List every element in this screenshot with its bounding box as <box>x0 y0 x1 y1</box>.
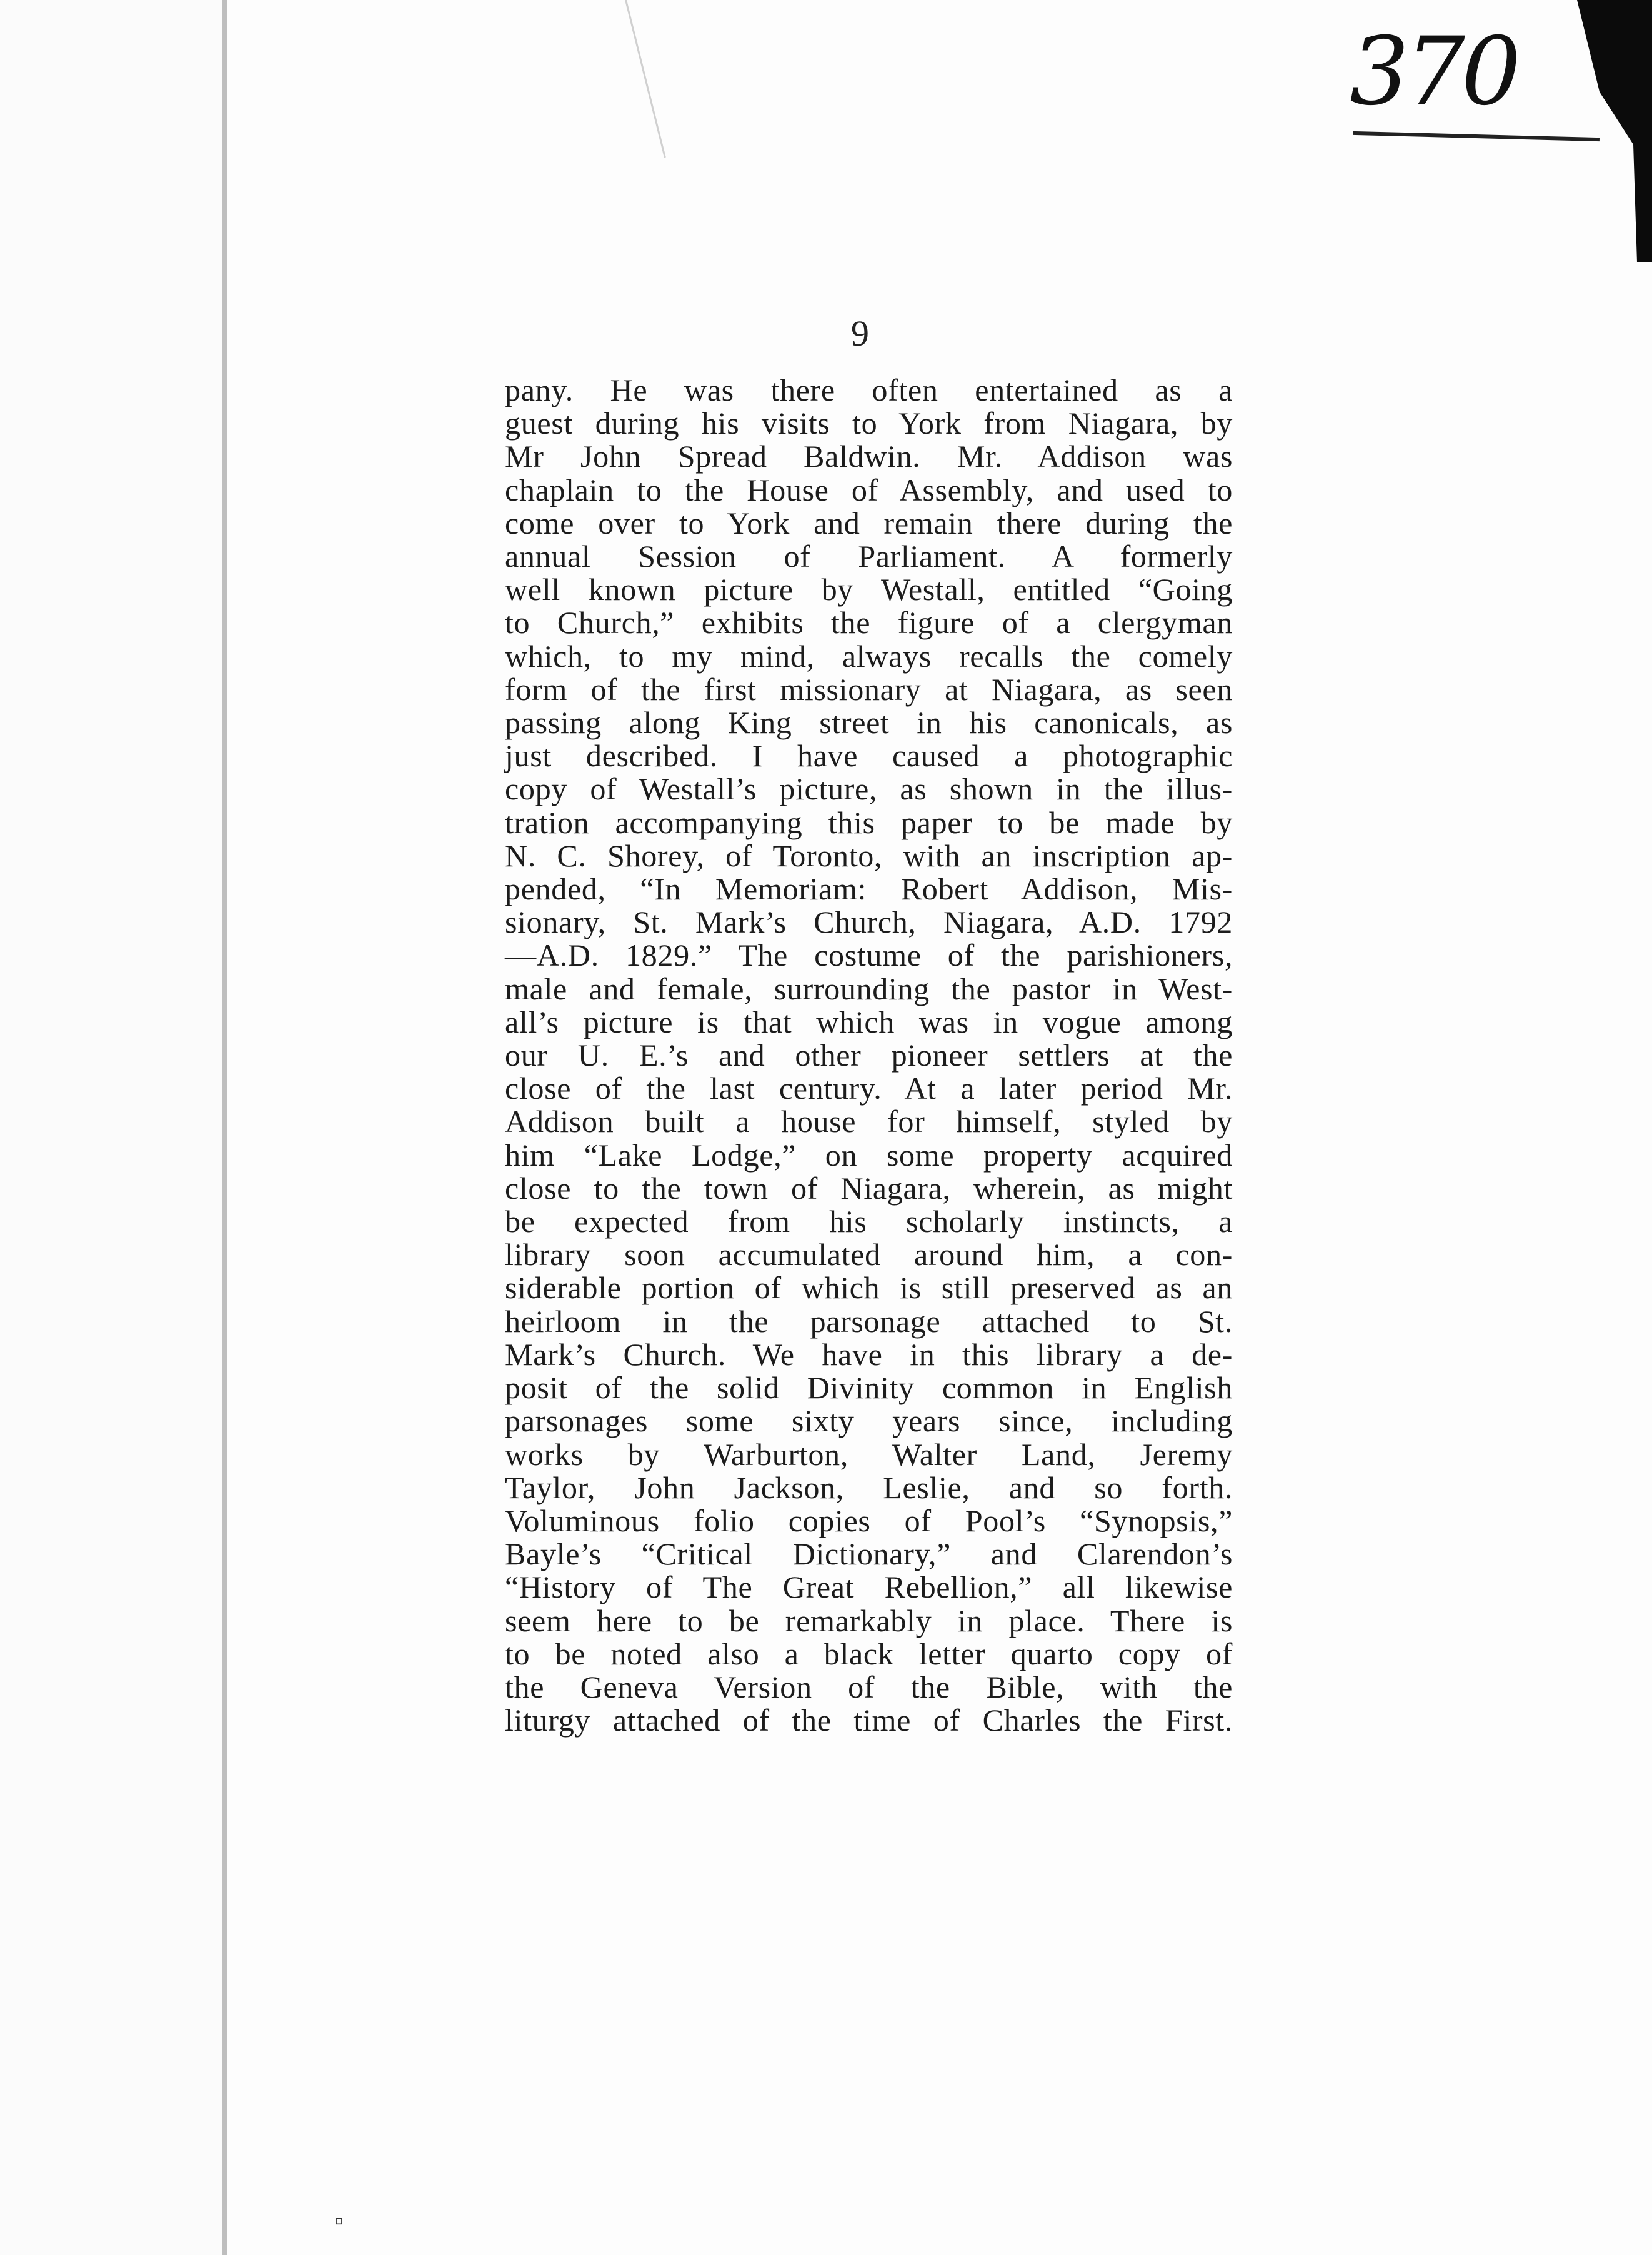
text-line: all’s picture is that which was in vogue among <box>505 1004 1233 1039</box>
text-line: our U. E.’s and other pioneer settlers at the <box>505 1038 1233 1073</box>
text-line: him “Lake Lodge,” on some property acquired <box>505 1137 1233 1172</box>
text-line: just described. I have caused a photographic <box>505 738 1233 774</box>
text-line: close to the town of Niagara, wherein, as might <box>505 1170 1233 1206</box>
text-line: come over to York and remain there during the <box>505 505 1233 541</box>
text-line: Voluminous folio copies of Pool’s “Synopsis,” <box>505 1502 1233 1538</box>
text-line: posit of the solid Divinity common in English <box>505 1370 1233 1406</box>
text-line: —A.D. 1829.” The costume of the parishioners, <box>505 938 1233 973</box>
scan-streak <box>625 0 666 158</box>
text-line: annual Session of Parliament. A formerly <box>505 539 1233 574</box>
bottom-scan-mark: ▫ <box>334 2207 344 2236</box>
text-line: siderable portion of which is still preserved as an <box>505 1270 1233 1306</box>
text-line: be expected from his scholarly instincts, a <box>505 1204 1233 1239</box>
text-line: Bayle’s “Critical Dictionary,” and Clarendon’s <box>505 1536 1233 1572</box>
text-line: liturgy attached of the time of Charles the First. <box>505 1702 1233 1738</box>
text-line: “History of The Great Rebellion,” all likewise <box>505 1569 1233 1605</box>
text-line: Mr John Spread Baldwin. Mr. Addison was <box>505 439 1233 474</box>
text-line: the Geneva Version of the Bible, with the <box>505 1669 1233 1704</box>
text-line: form of the first missionary at Niagara, as seen <box>505 671 1233 707</box>
left-margin-shade <box>0 0 222 2255</box>
text-line: close of the last century. At a later period Mr. <box>505 1071 1233 1106</box>
text-line: well known picture by Westall, entitled “Going <box>505 572 1233 608</box>
text-line: copy of Westall’s picture, as shown in the illus- <box>505 771 1233 807</box>
text-line: pended, “In Memoriam: Robert Addison, Mis- <box>505 871 1233 907</box>
stamp-underline <box>1353 131 1600 141</box>
text-line: Mark’s Church. We have in this library a de- <box>505 1336 1233 1372</box>
text-line: library soon accumulated around him, a con- <box>505 1237 1233 1272</box>
text-line: guest during his visits to York from Niagara, by <box>505 406 1233 441</box>
text-line: chaplain to the House of Assembly, and used to <box>505 472 1233 508</box>
text-line: seem here to be remarkably in place. There is <box>505 1602 1233 1638</box>
text-line: parsonages some sixty years since, including <box>505 1403 1233 1439</box>
text-line: Taylor, John Jackson, Leslie, and so forth. <box>505 1469 1233 1505</box>
body-text <box>505 374 1233 1737</box>
text-line: male and female, surrounding the pastor in West- <box>505 971 1233 1006</box>
scan-corner-shadow <box>1577 0 1652 262</box>
text-line: to be noted also a black letter quarto copy of <box>505 1636 1233 1671</box>
text-line: N. C. Shorey, of Toronto, with an inscription ap- <box>505 838 1233 873</box>
text-line: sionary, St. Mark’s Church, Niagara, A.D. 1792 <box>505 904 1233 940</box>
text-line: Addison built a house for himself, styled by <box>505 1104 1233 1139</box>
text-line: pany. He was there often entertained as a <box>505 372 1233 408</box>
archive-number-stamp: 370 <box>1350 18 1518 126</box>
text-line: tration accompanying this paper to be made by <box>505 804 1233 840</box>
text-line: heirloom in the parsonage attached to St. <box>505 1303 1233 1339</box>
page-edge-line <box>222 0 227 2255</box>
text-line: which, to my mind, always recalls the comely <box>505 638 1233 674</box>
text-line: works by Warburton, Walter Land, Jeremy <box>505 1436 1233 1472</box>
page-number: 9 <box>851 313 869 354</box>
text-line: passing along King street in his canonicals, as <box>505 705 1233 741</box>
text-line: to Church,” exhibits the figure of a clergyman <box>505 605 1233 641</box>
